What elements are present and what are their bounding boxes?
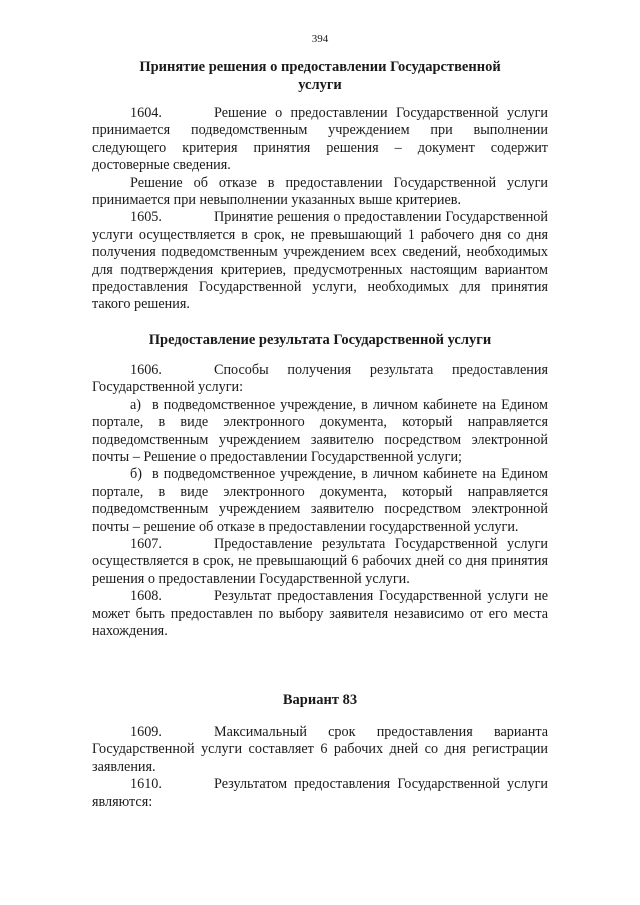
heading-line-2: услуги [298, 77, 342, 93]
paragraph-1609 [92, 724, 548, 776]
section-heading-variant [92, 691, 548, 709]
paragraph-text: Результатом предоставления Государственной услуги являются: [92, 776, 548, 810]
paragraph-text: Принятие решения о предоставлении Государственной услуги осуществляется в срок, не превышающий 1 рабочего дня со дня получения подведомственным учреждением всех сведений, необходимых для подтверждения критериев, предусмотренных настоящим вариантом предоставления Государственной услуги, необходимых для принятия такого решения. [92, 209, 548, 313]
section-body-variant [92, 724, 548, 811]
paragraph-text: Решение о предоставлении Государственной услуги принимается подведомственным учреждением при выполнении следующего критерия принятия решения – документ содержит достоверные сведения. [92, 105, 548, 174]
paragraph-1607 [92, 536, 548, 588]
paragraph-number: 1609. [130, 724, 162, 740]
paragraph-1610 [92, 776, 548, 811]
paragraph-number: 1604. [130, 105, 162, 121]
paragraph-refusal: Решение об отказе в предоставлении Государственной услуги принимается при невыполнении указанных выше критериев. [92, 174, 548, 209]
paragraph-text: Результат предоставления Государственной услуги не может быть предоставлен по выбору заявителя независимо от его места нахождения. [92, 588, 548, 640]
paragraph-1608 [92, 588, 548, 640]
list-marker: а) [130, 396, 142, 413]
paragraph-text: Способы получения результата предоставления Государственной услуги: [92, 362, 548, 396]
heading-line-1: Вариант 83 [282, 692, 358, 708]
paragraph-text: Максимальный срок предоставления варианта Государственной услуги составляет 6 рабочих дней со дня регистрации заявления. [92, 724, 548, 775]
paragraph-number: 1605. [130, 209, 162, 226]
paragraph-number: 1610. [130, 776, 162, 793]
heading-line-1: Предоставление результата Государственной услуги [148, 332, 492, 348]
paragraph-number: 1607. [130, 536, 162, 553]
paragraph-number: 1608. [130, 588, 162, 605]
paragraph-1605 [92, 209, 548, 313]
section-heading-decision [92, 58, 548, 94]
list-item-text: в подведомственное учреждение, в личном кабинете на Едином портале, в виде электронного документа, который направляется подведомственным учреждением заявителю посредством электронной почты – Решение о предоставлении Государственной услуги; [92, 396, 548, 466]
list-item-b [92, 466, 548, 536]
paragraph-number: 1606. [130, 362, 162, 378]
paragraph-1606 [92, 362, 548, 397]
list-marker: б) [130, 466, 142, 483]
section-body-result [92, 362, 548, 641]
paragraph-text: Предоставление результата Государственной услуги осуществляется в срок, не превышающий 6 рабочих дней со дня принятия решения о предоставлении Государственной услуги. [92, 536, 548, 587]
section-body-decision [92, 105, 548, 314]
paragraph-1604 [92, 105, 548, 175]
page-number: 394 [311, 33, 329, 45]
list-item-text: в подведомственное учреждение, в личном кабинете на Едином портале, в виде электронного документа, который направляется подведомственным учреждением заявителю посредством электронной почты – решение об отказе в предоставлении государственной услуги. [92, 466, 548, 535]
section-heading-result [92, 331, 548, 349]
list-item-a [92, 397, 548, 467]
heading-line-1: Принятие решения о предоставлении Государственной [139, 59, 501, 75]
